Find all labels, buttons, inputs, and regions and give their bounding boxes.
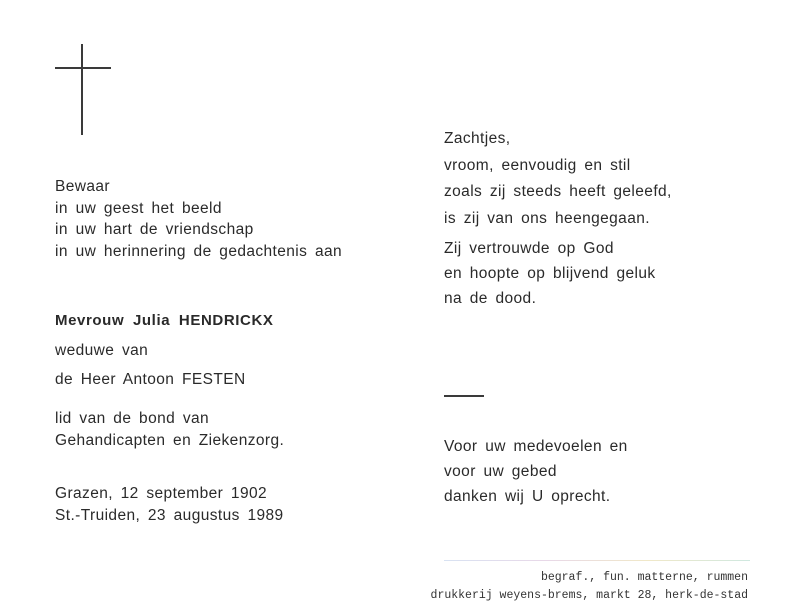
verse-line: na de dood.	[444, 290, 537, 307]
thanks-line: Voor uw medevoelen en	[444, 438, 628, 455]
membership-line: Gehandicapten en Ziekenzorg.	[55, 431, 285, 449]
printer-line: drukkerij weyens-brems, markt 28, herk-de-stad	[430, 589, 748, 602]
printer-info	[431, 569, 748, 605]
death-date: St.-Truiden, 23 augustus 1989	[55, 506, 284, 524]
thanks-text	[444, 434, 628, 509]
cross-icon-bar	[55, 67, 111, 69]
verse-2	[444, 236, 656, 311]
intro-line: in uw hart de vriendschap	[55, 221, 254, 238]
verse-line: Zachtjes,	[444, 130, 511, 147]
intro-text	[55, 176, 342, 262]
verse-line: en hoopte op blijvend geluk	[444, 265, 656, 282]
deceased-name: Mevrouw Julia HENDRICKX	[55, 312, 274, 329]
intro-line: Bewaar	[55, 178, 110, 195]
printer-line: begraf., fun. matterne, rummen	[540, 571, 748, 584]
thanks-line: voor uw gebed	[444, 463, 557, 480]
husband-name-text: de Heer Antoon FESTEN	[55, 371, 246, 388]
membership-line: lid van de bond van	[55, 410, 210, 427]
divider-dash	[444, 395, 484, 397]
printer-divider	[444, 560, 750, 561]
intro-line: in uw herinnering de gedachtenis aan	[55, 242, 343, 260]
cross-icon	[81, 44, 83, 135]
husband-name	[55, 369, 246, 391]
verse-1	[444, 126, 672, 232]
verse-line: Zij vertrouwde op God	[444, 240, 614, 257]
birth-date: Grazen, 12 september 1902	[55, 485, 268, 502]
membership-text	[55, 408, 284, 451]
thanks-line: danken wij U oprecht.	[444, 488, 611, 505]
widow-label	[55, 340, 148, 362]
verse-line: zoals zij steeds heeft geleefd,	[444, 183, 672, 200]
dates	[55, 483, 284, 526]
widow-label-text: weduwe van	[55, 342, 149, 359]
verse-line: vroom, eenvoudig en stil	[444, 156, 631, 174]
intro-line: in uw geest het beeld	[55, 199, 222, 217]
verse-line: is zij van ons heengegaan.	[444, 209, 650, 227]
